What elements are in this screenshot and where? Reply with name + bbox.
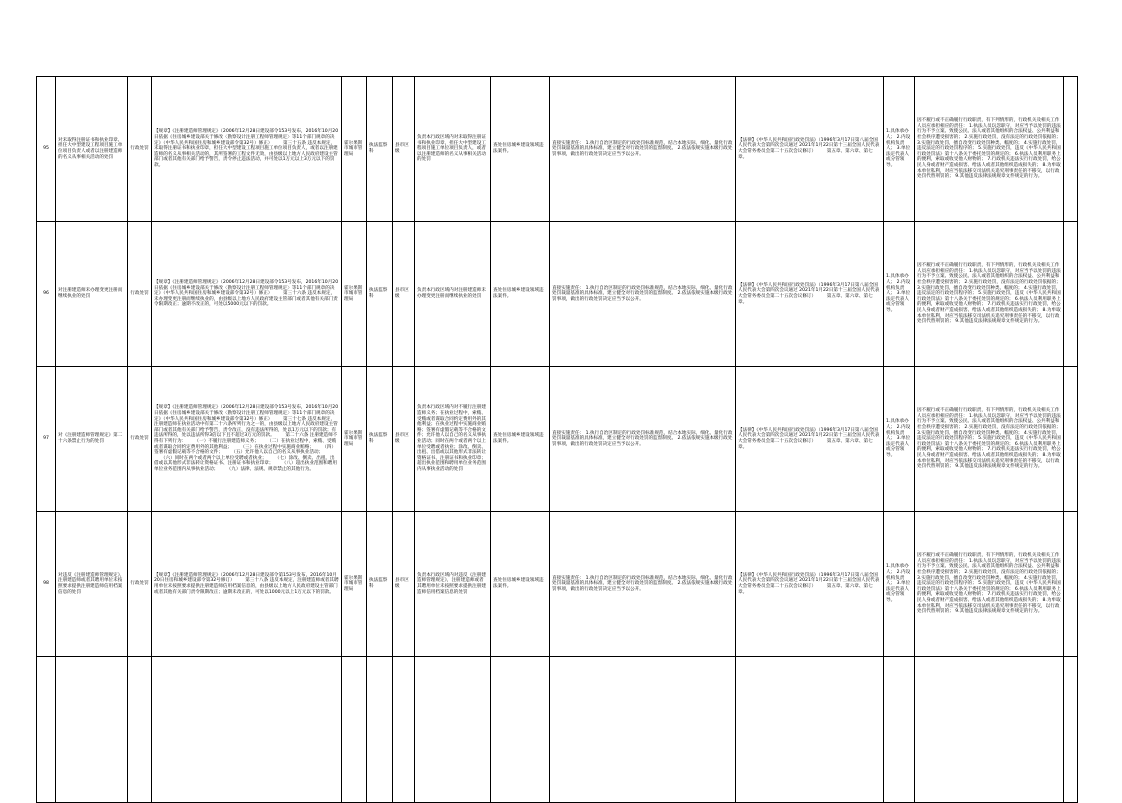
responsibility-basis: 【法律】《中华人民共和国行政处罚法》（1996年3月17日第八届全国人民代表大会第四次会议通过 2021年1月22日第十三届全国人民代表大会常务委员会第二十五次会议修订） 第五章、第六章、第七章。 — [736, 512, 884, 657]
responsibility-basis: 【法律】《中华人民共和国行政处罚法》（1996年3月17日第八届全国人民代表大会第四次会议通过 2021年1月22日第十三届全国人民代表大会常务委员会第二十五次会议修订） 第五章、第六章、第七章。 — [736, 222, 884, 367]
responsible-persons: 1.具体承办人； 2.内设机构负责人； 3.单位法定代表人或分管领导。 — [884, 367, 915, 512]
responsibility-content: 直接实施责任： 1.执行自治区制定的行政处罚标准规范，结合本地实际，细化、量化行政处罚裁量基准的具体标准，建立健全对行政处罚的监督制度。 2.依法依规实施本级行政处罚事项，做出的行政处罚决定应当予以公开。 — [550, 222, 736, 367]
responsibility-matter: 查处住房城乡建设领域违法案件。 — [491, 512, 550, 657]
remarks-cell — [1064, 367, 1078, 512]
item-name: 对注册建造师未办理变更注册而继续执业的处罚 — [56, 222, 128, 367]
remarks-cell — [1064, 77, 1078, 222]
operating-unit: 执法监察科 — [367, 222, 393, 367]
accountability-situations: 因不履行或不正确履行行政职责，有下列情形的，行政机关及相关工作人员应承担相应的责任： 1.执法人员玩忽职守，对应当予以处罚的违法行为不予立案、致使公民、法人或者其他组织的合法权益、公共利益和社会秩序遭受损害的； 2.实施行政处罚，没有法定的行政处罚依据的； 3.实施行政处罚，擅自改变行政处罚种类、幅度的； 4.实施行政处罚，违反法定的行政处罚程序的； 5.实施行政处罚，违反《中华人民共和国行政处罚法》第十八条关于委托处罚的规定的； 6.执法人员利用职务上的便利，索取或收受他人财物的； 7.行政机关违法实行行政处罚，给公民人身或者财产造成损害、给法人或者其他组织造成损失的； 8.为牟取本单位私利，对应当依法移交司法机关追究刑事责任的不移交，以行政处罚代替刑罚的； 9.其他违反法律法规规章文件规定的行为。 — [915, 367, 1064, 512]
empty-cell — [367, 657, 393, 803]
empty-cell — [491, 657, 550, 803]
table-row — [37, 222, 1078, 367]
remarks-cell — [1064, 222, 1078, 367]
table-row — [37, 77, 1078, 222]
empty-cell — [884, 657, 915, 803]
responsible-persons: 1.具体承办人； 2.内设机构负责人； 3.单位法定代表人或分管领导。 — [884, 512, 915, 657]
row-number: 95 — [37, 77, 56, 222]
exercise-content: 负责本行政区域内对注册建造师未办理变更注册而继续执业的处罚 — [415, 222, 491, 367]
responsibility-content: 直接实施责任： 1.执行自治区制定的行政处罚标准规范，结合本地实际，细化、量化行政处罚裁量基准的具体标准，建立健全对行政处罚的监督制度。 2.依法依规实施本级行政处罚事项，做出的行政处罚决定应当予以公开。 — [550, 512, 736, 657]
empty-cell — [1064, 657, 1078, 803]
table-row — [37, 512, 1078, 657]
exercise-level: 县市区级 — [393, 222, 415, 367]
accountability-situations: 因不履行或不正确履行行政职责，有下列情形的，行政机关及相关工作人员应承担相应的责任： 1.执法人员玩忽职守，对应当予以处罚的违法行为不予立案、致使公民、法人或者其他组织的合法权益、公共利益和社会秩序遭受损害的； 2.实施行政处罚，没有法定的行政处罚依据的； 3.实施行政处罚，擅自改变行政处罚种类、幅度的； 4.实施行政处罚，违反法定的行政处罚程序的； 5.实施行政处罚，违反《中华人民共和国行政处罚法》第十八条关于委托处罚的规定的； 6.执法人员利用职务上的便利，索取或收受他人财物的； 7.行政机关违法实行行政处罚，给公民人身或者财产造成损害、给法人或者其他组织造成损失的； 8.为牟取本单位私利，对应当依法移交司法机关追究刑事责任的不移交，以行政处罚代替刑罚的； 9.其他违反法律法规规章文件规定的行为。 — [915, 77, 1064, 222]
responsibility-content: 直接实施责任： 1.执行自治区制定的行政处罚标准规范，结合本地实际，细化、量化行政处罚裁量基准的具体标准，建立健全对行政处罚的监督制度。 2.依法依规实施本级行政处罚事项，做出的行政处罚决定应当予以公开。 — [550, 77, 736, 222]
legal-basis: 【规章】《注册建造师管理规定》（2006年12月28日建设部令第153号发布，2016年10月20日住房和城乡建设部令第32号修订） 第三十八条 违反本规定，注册建造师或者其聘用单位未按照要求提供注册建造师信用档案信息的，由县级以上地方人民政府建设主管部门或者其他有关部门责令限期改正；逾期未改正的，可处以1000元以上1万元以下的罚款。 — [152, 512, 342, 657]
operating-unit: 执法监察科 — [367, 367, 393, 512]
legal-basis: 【规章】《注册建造师管理规定》（2006年12月28日建设部令153号发布，2016年10月20日依据《住房城乡建设部关于修改〈勘察设计注册工程师管理规定〉等11个部门规章的决定》（中华人民共和国住房和城乡建设部令第32号）修正） 第三十五条 违反本规定，未取得注册证书和执业印章，担任大中型建设工程项目施工单位项目负责人，或者以注册建造师的名义从事相关活动的，其所签署的工程文件无效，由县级以上地方人民政府建设主管部门或者其他有关部门给予警告，责令停止违法活动，并可处以1万元以上3万元以下的罚款。 — [152, 77, 342, 222]
item-name: 对未取得注册证书和执业印章、担任大中型建设工程项目施工单位项目负责人或者以注册建造师的名义从事相关活动的处罚 — [56, 77, 128, 222]
operating-unit: 执法监察科 — [367, 77, 393, 222]
responsibility-content: 直接实施责任： 1.执行自治区制定的行政处罚标准规范，结合本地实际，细化、量化行政处罚裁量基准的具体标准，建立健全对行政处罚的监督制度。 2.依法依规实施本级行政处罚事项，做出的行政处罚决定应当予以公开。 — [550, 367, 736, 512]
accountability-situations: 因不履行或不正确履行行政职责，有下列情形的，行政机关及相关工作人员应承担相应的责任： 1.执法人员玩忽职守，对应当予以处罚的违法行为不予立案、致使公民、法人或者其他组织的合法权益、公共利益和社会秩序遭受损害的； 2.实施行政处罚，没有法定的行政处罚依据的； 3.实施行政处罚，擅自改变行政处罚种类、幅度的； 4.实施行政处罚，违反法定的行政处罚程序的； 5.实施行政处罚，违反《中华人民共和国行政处罚法》第十八条关于委托处罚的规定的； 6.执法人员利用职务上的便利，索取或收受他人财物的； 7.行政机关违法实行行政处罚，给公民人身或者财产造成损害、给法人或者其他组织造成损失的； 8.为牟取本单位私利，对应当依法移交司法机关追究刑事责任的不移交，以行政处罚代替刑罚的； 9.其他违反法律法规规章文件规定的行为。 — [915, 222, 1064, 367]
exercise-content: 负责本行政区域内对违反《注册建造师管理规定》，注册建造师或者其聘用单位未按照要求提供注册建造师信用档案信息的处罚 — [415, 512, 491, 657]
power-list-table — [36, 76, 1078, 803]
exercise-content: 负责本行政区域内对不履行注册建造师义务；在执业过程中，索贿、受贿或者谋取合同约定费用外的其他利益；在执业过程中实施商业贿赂；签署有虚假记载等不合格的文件；允许他人以自己的名义从事执业活动；同时在两个或者两个以上单位受聘或者执业；涂改、倒卖、出租、出借或以其他形式非法转让资格证书、注册证书和执业印章；超出执业范围和聘用单位业务范围内从事执业活动的处罚 — [415, 367, 491, 512]
empty-cell — [736, 657, 884, 803]
item-type: 行政处罚 — [128, 222, 152, 367]
exercise-level: 县市区级 — [393, 367, 415, 512]
exercise-content: 负责本行政区域内对未取得注册证书和执业印章，担任大中型建设工程项目施工单位项目负责人，或者以注册建造师的名义从事相关活动的处罚 — [415, 77, 491, 222]
responsible-persons: 1.具体承办人； 2.内设机构负责人； 3.单位法定代表人或分管领导。 — [884, 222, 915, 367]
empty-cell — [342, 657, 367, 803]
implementing-department: 霍尔果斯市城市管理局 — [342, 222, 367, 367]
legal-basis: 【规章】《注册建造师管理规定》（2006年12月28日建设部令153号发布，2016年10月20日依据《住房城乡建设部关于修改〈勘察设计注册工程师管理规定〉等11个部门规章的决定》（中华人民共和国住房和城乡建设部令第32号）修正） 第三十七条 违反本规定，注册建造师在执业活动中有第二十六条所列行为之一的，由县级以上地方人民政府建设主管部门或者其他有关部门给予警告，责令改正，没有违法所得的，处以1万元以下的罚款；有违法所得的，处以违法所得3倍以下且不超过3万元的罚款。 第二十六条 注册建造师不得有下列行为： （一）不履行注册建造师义务； （二）在执业过程中，索贿、受贿或者谋取合同约定费用外的其他利益； （三）在执业过程中实施商业贿赂； （四）签署有虚假记载等不合格的文件； （五）允许他人以自己的名义从事执业活动； （六）同时在两个或者两个以上单位受聘或者执业； （七）涂改、倒卖、出租、出借或以其他形式非法转让资格证书、注册证书和执业印章； （八）超出执业范围和聘用单位业务范围内从事执业活动； （九）法律、法规、规章禁止的其他行为。 — [152, 367, 342, 512]
responsibility-basis: 【法律】《中华人民共和国行政处罚法》（1996年3月17日第八届全国人民代表大会第四次会议通过 2021年1月22日第十三届全国人民代表大会常务委员会第二十五次会议修订） 第五章、第六章、第七章。 — [736, 367, 884, 512]
item-type: 行政处罚 — [128, 77, 152, 222]
item-type: 行政处罚 — [128, 512, 152, 657]
empty-cell — [915, 657, 1064, 803]
implementing-department: 霍尔果斯市城市管理局 — [342, 367, 367, 512]
responsibility-matter: 查处住房城乡建设领域违法案件。 — [491, 367, 550, 512]
empty-cell — [415, 657, 491, 803]
row-number: 98 — [37, 512, 56, 657]
item-type: 行政处罚 — [128, 367, 152, 512]
empty-cell — [37, 657, 56, 803]
empty-cell — [550, 657, 736, 803]
row-number: 96 — [37, 222, 56, 367]
table-row — [37, 367, 1078, 512]
exercise-level: 县市区级 — [393, 77, 415, 222]
remarks-cell — [1064, 512, 1078, 657]
implementing-department: 霍尔果斯市城市管理局 — [342, 512, 367, 657]
empty-cell — [128, 657, 152, 803]
responsible-persons: 1.具体承办人； 2.内设机构负责人； 3.单位法定代表人或分管领导。 — [884, 77, 915, 222]
responsibility-basis: 【法律】《中华人民共和国行政处罚法》（1996年3月17日第八届全国人民代表大会第四次会议通过 2021年1月22日第十三届全国人民代表大会常务委员会第二十五次会议修订） 第五章、第六章、第七章。 — [736, 77, 884, 222]
empty-cell — [152, 657, 342, 803]
implementing-department: 霍尔果斯市城市管理局 — [342, 77, 367, 222]
item-name: 对违反《注册建造师管理规定》，注册建造师或者其聘用单位未按照要求提供注册建造师信用档案信息的处罚 — [56, 512, 128, 657]
legal-basis: 【规章】《注册建造师管理规定》（2006年12月28日建设部令153号发布，2016年10月20日依据《住房城乡建设部关于修改〈勘察设计注册工程师管理规定〉等11个部门规章的决定》（中华人民共和国住房和城乡建设部令第32号）修正） 第三十六条 违反本规定，未办理变更注册而继续执业的，由县级以上地方人民政府建设主管部门或者其他有关部门责令限期改正；逾期不改正的，可处以5000元以下的罚款。 — [152, 222, 342, 367]
responsibility-matter: 查处住房城乡建设领域违法案件。 — [491, 222, 550, 367]
operating-unit: 执法监察科 — [367, 512, 393, 657]
empty-cell — [56, 657, 128, 803]
exercise-level: 县市区级 — [393, 512, 415, 657]
empty-cell — [393, 657, 415, 803]
accountability-situations: 因不履行或不正确履行行政职责，有下列情形的，行政机关及相关工作人员应承担相应的责任： 1.执法人员玩忽职守，对应当予以处罚的违法行为不予立案、致使公民、法人或者其他组织的合法权益、公共利益和社会秩序遭受损害的； 2.实施行政处罚，没有法定的行政处罚依据的； 3.实施行政处罚，擅自改变行政处罚种类、幅度的； 4.实施行政处罚，违反法定的行政处罚程序的； 5.实施行政处罚，违反《中华人民共和国行政处罚法》第十八条关于委托处罚的规定的； 6.执法人员利用职务上的便利，索取或收受他人财物的； 7.行政机关违法实行行政处罚，给公民人身或者财产造成损害、给法人或者其他组织造成损失的； 8.为牟取本单位私利，对应当依法移交司法机关追究刑事责任的不移交，以行政处罚代替刑罚的； 9.其他违反法律法规规章文件规定的行为。 — [915, 512, 1064, 657]
row-number: 97 — [37, 367, 56, 512]
responsibility-matter: 查处住房城乡建设领域违法案件。 — [491, 77, 550, 222]
item-name: 对《注册建造师管理规定》第二十六条禁止行为的处罚 — [56, 367, 128, 512]
table-row-empty — [37, 657, 1078, 803]
